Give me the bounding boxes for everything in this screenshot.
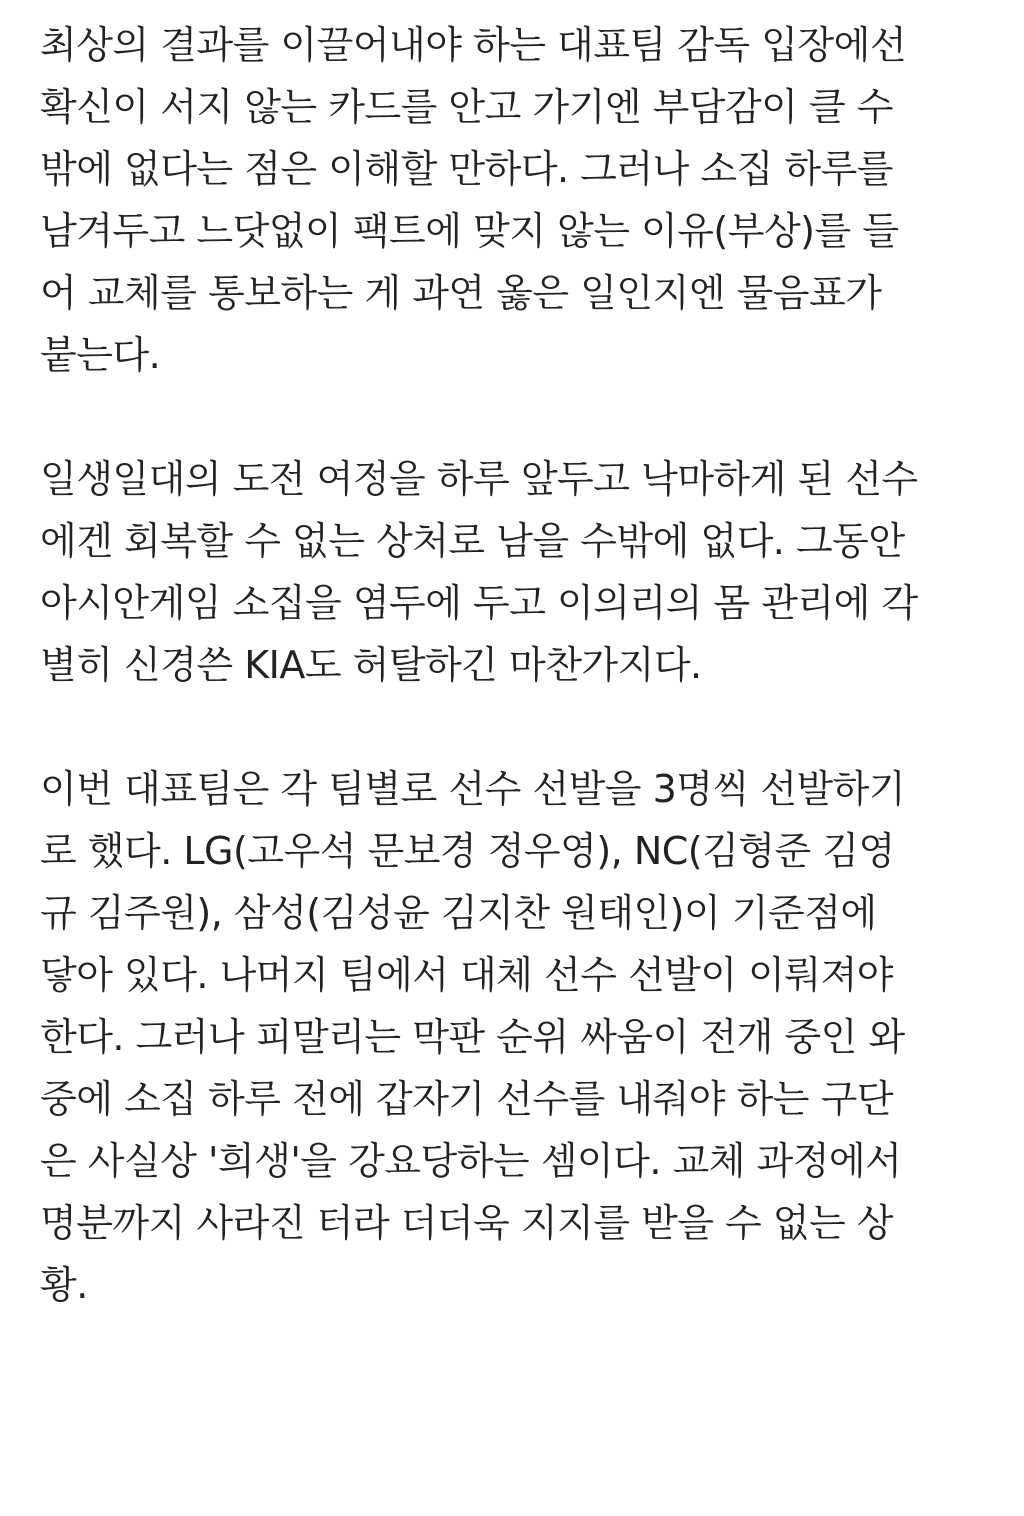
article-paragraph-3 [40,758,1024,1316]
text-line: 밖에 없다는 점은 이해할 만하다. 그러나 소집 하루를 [40,147,894,191]
text-line: 남겨두고 느닷없이 팩트에 맞지 않는 이유(부상)를 들 [40,209,899,253]
article-paragraph-2 [40,448,1024,696]
text-line: 로 했다. LG(고우석 문보경 정우영), NC(김형준 김영 [40,829,895,873]
text-line: 은 사실상 '희생'을 강요당하는 셈이다. 교체 과정에서 [40,1139,902,1183]
text-line: 별히 신경쓴 KIA도 허탈하긴 마찬가지다. [40,643,702,687]
text-line: 확신이 서지 않는 카드를 안고 가기엔 부담감이 클 수 [40,85,894,129]
article-paragraph-1 [40,14,1024,386]
text-line: 에겐 회복할 수 없는 상처로 남을 수밖에 없다. 그동안 [40,519,905,563]
text-line: 명분까지 사라진 터라 더더욱 지지를 받을 수 없는 상 [40,1201,894,1245]
text-line: 아시안게임 소집을 염두에 두고 이의리의 몸 관리에 각 [40,581,918,625]
text-line: 최상의 결과를 이끌어내야 하는 대표팀 감독 입장에선 [40,23,907,67]
text-line: 닿아 있다. 나머지 팀에서 대체 선수 선발이 이뤄져야 [40,953,894,997]
text-line: 붙는다. [40,333,161,377]
text-line: 한다. 그러나 피말리는 막판 순위 싸움이 전개 중인 와 [40,1015,905,1059]
text-line: 어 교체를 통보하는 게 과연 옳은 일인지엔 물음표가 [40,271,882,315]
text-line: 일생일대의 도전 여정을 하루 앞두고 낙마하게 된 선수 [40,457,918,501]
text-line: 규 김주원), 삼성(김성윤 김지찬 원태인)이 기준점에 [40,891,877,935]
text-line: 황. [40,1263,88,1307]
text-line: 중에 소집 하루 전에 갑자기 선수를 내줘야 하는 구단 [40,1077,894,1121]
text-line: 이번 대표팀은 각 팀별로 선수 선발을 3명씩 선발하기 [40,767,906,811]
